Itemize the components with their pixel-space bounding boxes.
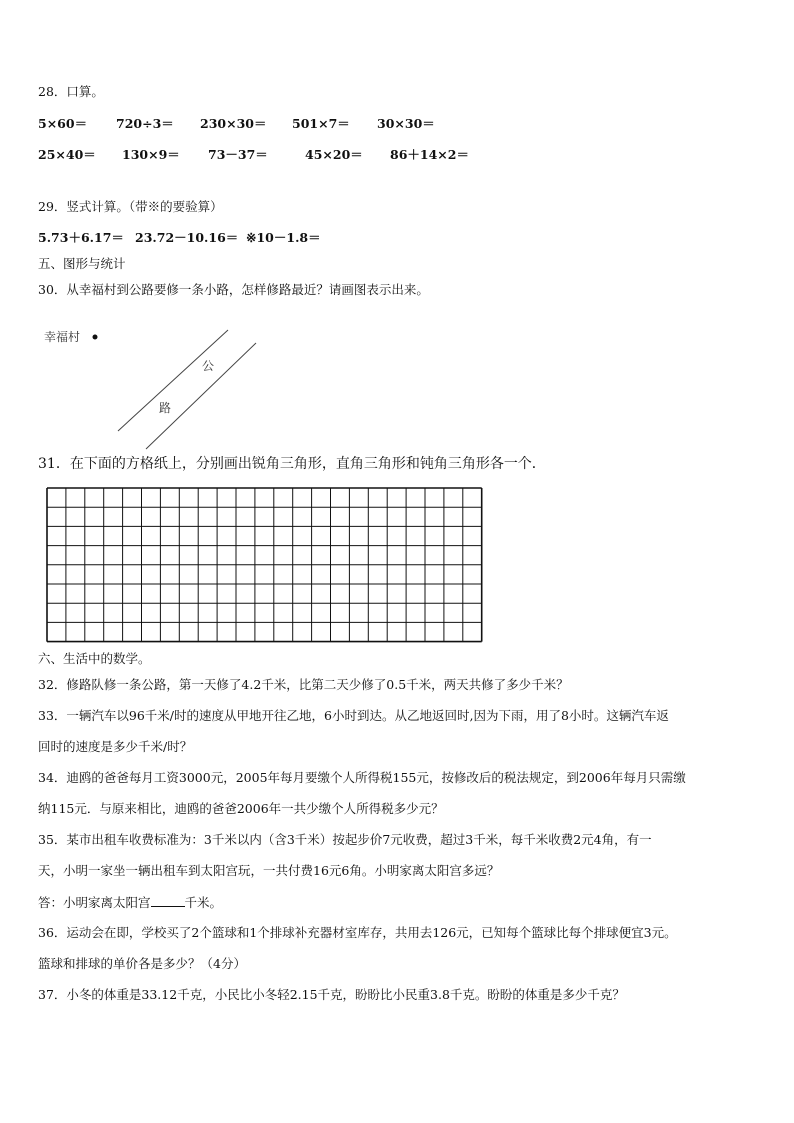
section-5-heading: 五、图形与统计 [38,256,126,271]
q32-text: 32．修路队修一条公路，第一天修了4.2千米，比第二天少修了0.5千米，两天共修了多少千米？ [38,677,569,692]
q28-r1-item3: 230×30＝ [200,116,267,131]
village-label: 幸福村 [44,330,81,344]
road-edge-right [146,343,256,449]
q36-line1: 36．运动会在即，学校买了2个篮球和1个排球补充器材室库存，共用去126元，已知每个篮球比每个排球便宜3元。 [38,925,677,940]
q28-r2-item5: 86＋14×2＝ [390,147,469,162]
q34-line1: 34．迪鸥的爸爸每月工资3000元，2005年每月要缴个人所得税155元，按修改后的税法规定，到2006年每月只需缴 [38,770,686,785]
q30-title: 30．从幸福村到公路要修一条小路，怎样修路最近？请画图表示出来。 [38,282,429,297]
q28-title: 28．口算。 [38,84,104,99]
q35-answer [38,894,222,911]
q28-r1-item1: 5×60＝ [38,116,88,131]
q35-answer-prefix: 答：小明家离太阳宫 [38,895,151,910]
q35-line1: 35．某市出租车收费标准为：3千米以内（含3千米）按起步价7元收费，超过3千米，每千米收费2元4角，有一 [38,832,652,847]
q29-item2: 23.72－10.16＝ [135,230,239,245]
q29-item1: 5.73＋6.17＝ [38,230,124,245]
q28-r2-item4: 45×20＝ [305,147,363,162]
q28-r1-item2: 720÷3＝ [116,116,174,131]
q34-line2: 纳115元．与原来相比，迪鸥的爸爸2006年一共少缴个人所得税多少元？ [38,801,444,816]
q35-answer-suffix: 千米。 [184,895,223,910]
road-label-1: 公 [202,359,215,373]
q28-r1-item5: 30×30＝ [377,116,435,131]
road-label-2: 路 [159,401,172,415]
road-edge-left [118,330,228,431]
q33-line2: 回时的速度是多少千米/时？ [38,739,193,754]
q30-figure [38,325,278,455]
q31-title: 31．在下面的方格纸上，分别画出锐角三角形，直角三角形和钝角三角形各一个． [38,456,546,472]
q35-line2: 天，小明一家坐一辆出租车到太阳宫玩，一共付费16元6角。小明家离太阳宫多远？ [38,863,500,878]
road-diagram [38,325,278,455]
q29-title: 29．竖式计算。（带※的要验算） [38,199,223,214]
village-point [93,335,98,340]
q28-r2-item1: 25×40＝ [38,147,96,162]
q28-r2-item3: 73－37＝ [208,147,268,162]
q35-answer-blank[interactable] [151,894,185,907]
q28-r1-item4: 501×7＝ [292,116,350,131]
q37-text: 37．小冬的体重是33.12千克，小民比小冬轻2.15千克，盼盼比小民重3.8千克。盼盼的体重是多少千克？ [38,987,625,1002]
q36-line2: 篮球和排球的单价各是多少？（4分） [38,956,246,971]
q29-item3: ※10－1.8＝ [246,230,321,245]
q31-grid-paper [46,487,486,643]
section-6-heading: 六、生活中的数学。 [38,651,151,666]
q28-r2-item2: 130×9＝ [122,147,180,162]
q33-line1: 33．一辆汽车以96千米/时的速度从甲地开往乙地，6小时到达。从乙地返回时,因为下雨，用了8小时。这辆汽车返 [38,708,669,723]
